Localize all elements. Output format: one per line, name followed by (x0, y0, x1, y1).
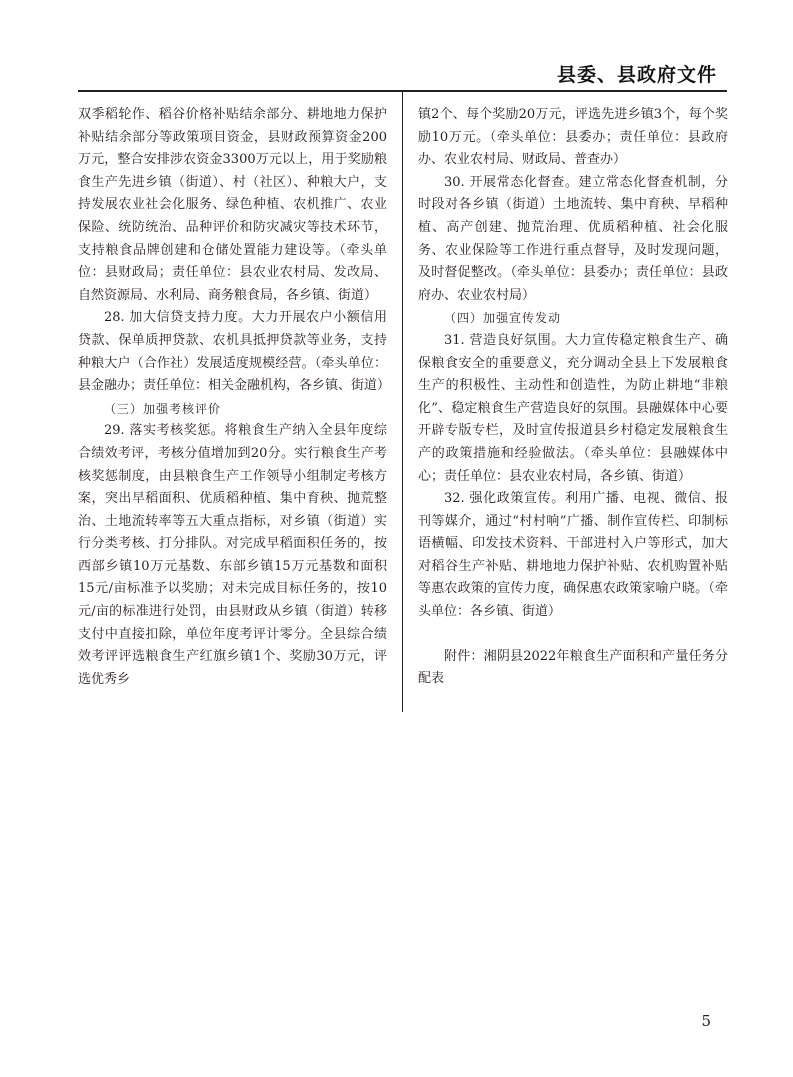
paragraph-29-continuation: 镇2个、每个奖励20万元，评选先进乡镇3个，每个奖励10万元。（牵头单位：县委办；责任单位：县政府办、农业农村局、财政局、普查办） (418, 107, 728, 168)
header-title: 县委、县政府文件 (556, 64, 717, 86)
page-header (0, 0, 793, 96)
page-number: 5 (701, 1012, 711, 1030)
paragraph-29: 29. 落实考核奖惩。将粮食生产纳入全县年度综合绩效考评，考核分值增加到20分。实行粮食生产考核奖惩制度，由县粮食生产工作领导小组制定考核方案，突出早稻面积、优质稻种植、集中育秧、抛荒整治、土地流转率等五大重点指标，对乡镇（街道）实行分类考核、打分排队。对完成早稻面积任务的，按西部乡镇10万元基数、东部乡镇15万元基数和面积15元/亩标准予以奖励；对未完成目标任务的，按10元/亩的标准进行处罚，由县财政从乡镇（街道）转移支付中直接扣除，单位年度考评计零分。全县综合绩效考评评选粮食生产红旗乡镇1个、奖励30万元，评选优秀乡 (78, 423, 387, 687)
paragraph-30: 30. 开展常态化督查。建立常态化督查机制，分时段对各乡镇（街道）土地流转、集中育秧、早稻种植、高产创建、抛荒治理、优质稻种植、社会化服务、农业保险等工作进行重点督导，及时发现问题，及时督促整改。（牵头单位：县委办；责任单位：县政府办、农业农村局） (418, 174, 728, 303)
attachment-note: 附件：湘阴县2022年粮食生产面积和产量任务分配表 (418, 648, 728, 687)
left-column (78, 104, 391, 691)
paragraph-31: 31. 营造良好氛围。大力宣传稳定粮食生产、确保粮食安全的重要意义，充分调动全县上下发展粮食生产的积极性、主动性和创造性，为防止耕地“非粮化”、稳定粮食生产营造良好的氛围。县融媒体中心要开辟专版专栏，及时宣传报道县乡村稳定发展粮食生产的政策措施和经验做法。（牵头单位：县融媒体中心；责任单位：县农业农村局，各乡镇、街道） (418, 332, 728, 484)
section-heading-3: （三）加强考核评价 (104, 401, 222, 416)
right-column (418, 104, 728, 691)
column-divider (402, 92, 403, 712)
paragraph-27-continuation: 双季稻轮作、稻谷价格补贴结余部分、耕地地力保护补贴结余部分等政策项目资金，县财政预算资金200万元，整合安排涉农资金3300万元以上，用于奖励粮食生产先进乡镇（街道）、村（社区）、种粮大户，支持发展农业社会化服务、绿色种植、农机推广、农业保险、统防统治、品种评价和防灾减灾等技术环节，支持粮食品牌创建和仓储处置能力建设等。（牵头单位：县财政局；责任单位：县农业农村局、发改局、自然资源局、水利局、商务粮食局，各乡镇、街道） (78, 107, 387, 303)
paragraph-32: 32. 强化政策宣传。利用广播、电视、微信、报刊等媒介，通过“村村响”广播、制作宣传栏、印制标语横幅、印发技术资料、干部进村入户等形式，加大对稻谷生产补贴、耕地地力保护补贴、农机购置补贴等惠农政策的宣传力度，确保惠农政策家喻户晓。（牵头单位：各乡镇、街道） (418, 491, 728, 620)
section-heading-4: （四）加强宣传发动 (444, 311, 562, 326)
paragraph-28: 28. 加大信贷支持力度。大力开展农户小额信用贷款、保单质押贷款、农机具抵押贷款等业务，支持种粮大户（合作社）发展适度规模经营。（牵头单位：县金融办；责任单位：相关金融机构，各乡镇、街道） (78, 310, 391, 394)
